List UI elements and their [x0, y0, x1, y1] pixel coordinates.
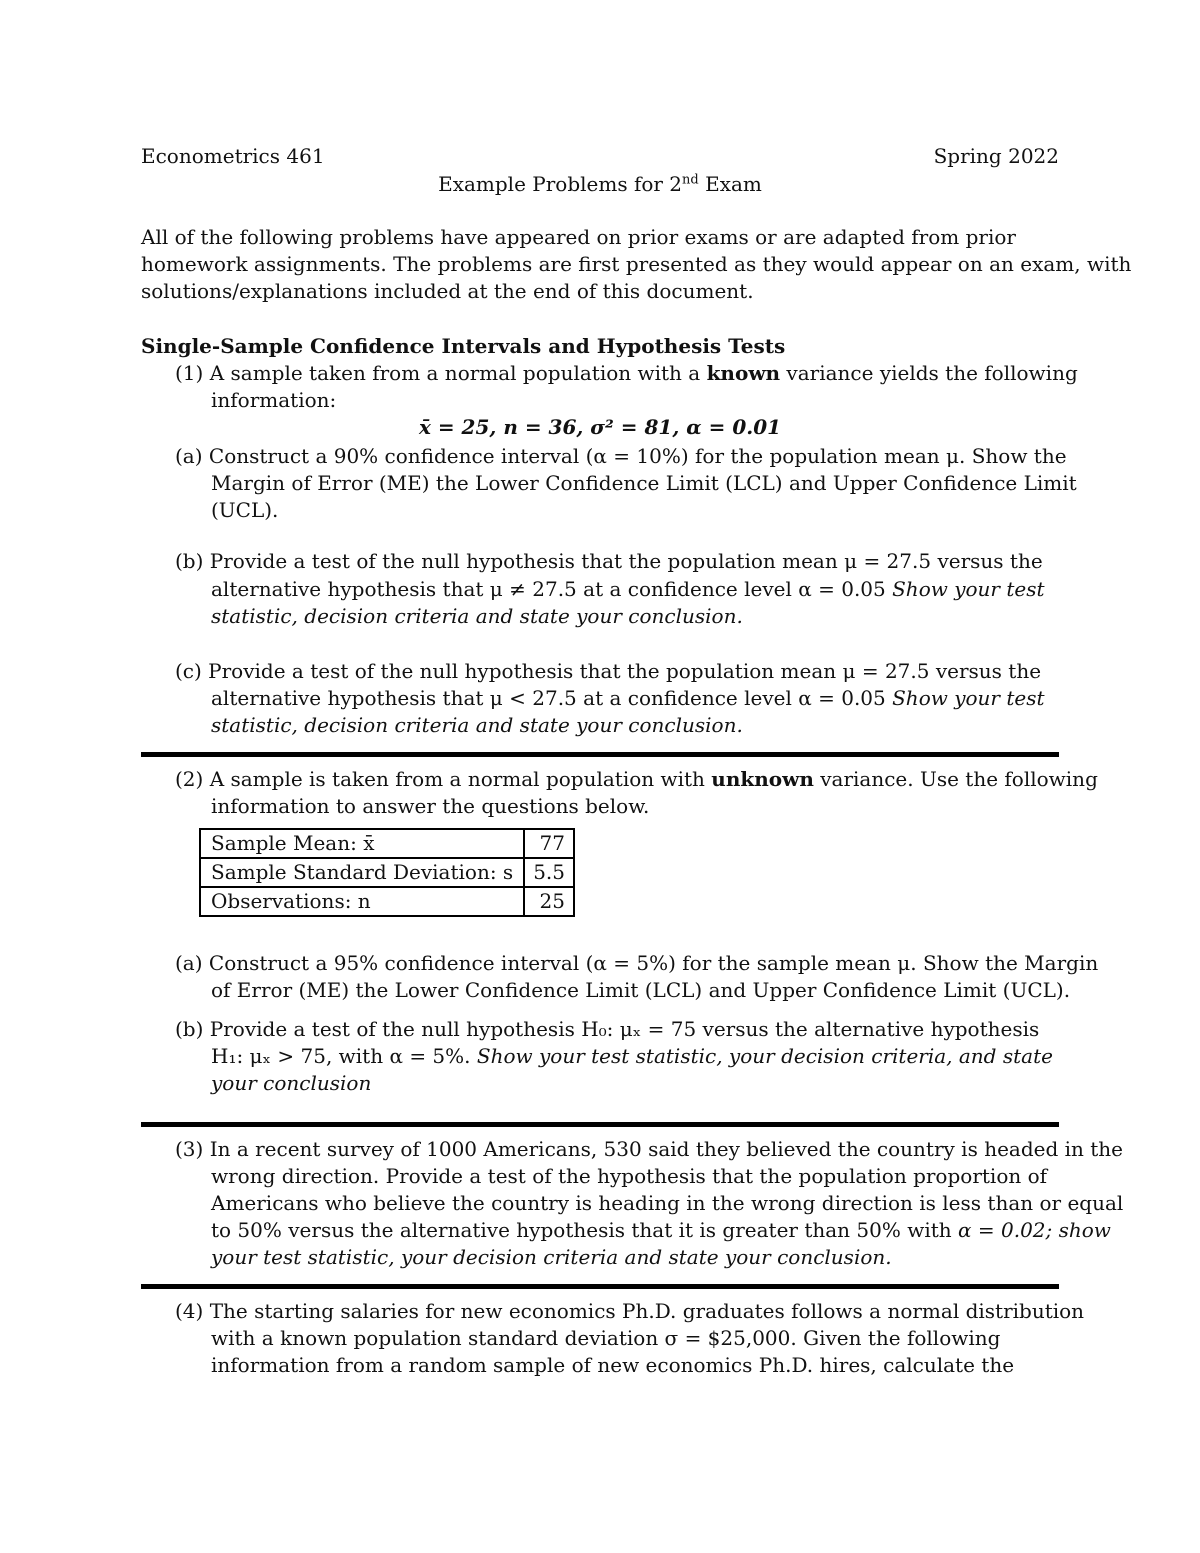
problem-4: (4) The starting salaries for new economics Ph.D. graduates follows a normal distribution [175, 1299, 1085, 1323]
problem-2b: (b) Provide a test of the null hypothesis H₀: μₓ = 75 versus the alternative hypothesis [175, 1017, 1040, 1041]
problem-2a: (a) Construct a 95% confidence interval (α = 5%) for the sample mean μ. Show the Margin [175, 951, 1099, 975]
table-row [200, 858, 574, 887]
problem-1b-cont: statistic, decision criteria and state your conclusion. [211, 604, 743, 628]
problem-1c-cont: statistic, decision criteria and state your conclusion. [211, 713, 743, 737]
problem-3-cont: wrong direction. Provide a test of the hypothesis that the population proportion of [211, 1164, 1048, 1188]
problem-4-cont: information from a random sample of new economics Ph.D. hires, calculate the [211, 1353, 1015, 1377]
problem-3-cont: to 50% versus the alternative hypothesis that it is greater than 50% with α = 0.02; show [211, 1218, 1111, 1242]
problem-3: (3) In a recent survey of 1000 Americans, 530 said they believed the country is headed in the [175, 1137, 1124, 1161]
table-cell-label: Sample Standard Deviation: s [200, 858, 524, 887]
table-cell-label: Sample Mean: x̄ [200, 829, 524, 858]
problem-1b-cont: alternative hypothesis that μ ≠ 27.5 at a confidence level α = 0.05 Show your test [211, 577, 1045, 601]
intro-line: solutions/explanations included at the end of this document. [141, 279, 754, 303]
problem-1c: (c) Provide a test of the null hypothesis that the population mean μ = 27.5 versus the [175, 659, 1042, 683]
table-cell-label: Observations: n [200, 887, 524, 916]
section-divider [141, 1122, 1059, 1127]
problem-1-intro: (1) A sample taken from a normal population with a known variance yields the following [175, 361, 1078, 385]
intro-line: All of the following problems have appeared on prior exams or are adapted from prior [141, 225, 1016, 249]
problem-2b-cont: H₁: μₓ > 75, with α = 5%. Show your test statistic, your decision criteria, and state [211, 1044, 1053, 1068]
problem-1c-cont: alternative hypothesis that μ < 27.5 at a confidence level α = 0.05 Show your test [211, 686, 1045, 710]
problem-1a-cont: Margin of Error (ME) the Lower Confidence Limit (LCL) and Upper Confidence Limit [211, 471, 1077, 495]
problem-3-cont: your test statistic, your decision criteria and state your conclusion. [211, 1245, 892, 1269]
table-cell-value: 25 [524, 887, 574, 916]
problem-1-intro-cont: information: [211, 388, 337, 412]
problem-1a: (a) Construct a 90% confidence interval (α = 10%) for the population mean μ. Show the [175, 444, 1067, 468]
problem-1a-cont: (UCL). [211, 498, 279, 522]
problem-2a-cont: of Error (ME) the Lower Confidence Limit (LCL) and Upper Confidence Limit (UCL). [211, 978, 1071, 1002]
section-heading: Single-Sample Confidence Intervals and Hypothesis Tests [141, 334, 786, 358]
table-cell-value: 5.5 [524, 858, 574, 887]
problem-2-intro-cont: information to answer the questions below. [211, 794, 650, 818]
intro-line: homework assignments. The problems are first presented as they would appear on an exam, with [141, 252, 1132, 276]
section-divider [141, 1284, 1059, 1289]
problem-1-formula: x̄ = 25, n = 36, σ² = 81, α = 0.01 [418, 415, 782, 439]
course-title: Econometrics 461 [141, 144, 325, 168]
table-cell-value: 77 [524, 829, 574, 858]
table-row [200, 887, 574, 916]
problem-3-cont: Americans who believe the country is heading in the wrong direction is less than or equal [211, 1191, 1124, 1215]
sample-statistics-table [199, 828, 575, 917]
problem-1b: (b) Provide a test of the null hypothesis that the population mean μ = 27.5 versus the [175, 549, 1043, 573]
section-divider [141, 752, 1059, 757]
problem-4-cont: with a known population standard deviation σ = $25,000. Given the following [211, 1326, 1001, 1350]
table-row [200, 829, 574, 858]
term: Spring 2022 [933, 144, 1059, 168]
document-title: Example Problems for 2nd Exam [438, 172, 762, 196]
problem-2b-cont: your conclusion [211, 1071, 372, 1095]
problem-2-intro: (2) A sample is taken from a normal population with unknown variance. Use the following [175, 767, 1098, 791]
